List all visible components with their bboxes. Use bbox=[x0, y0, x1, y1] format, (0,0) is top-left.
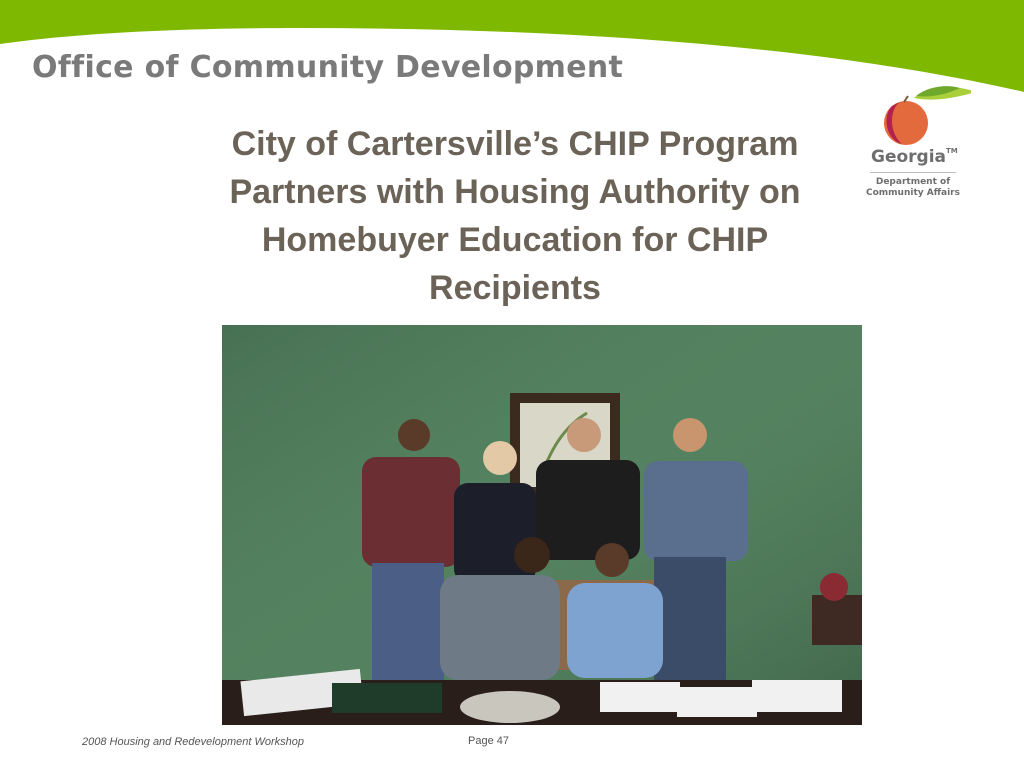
slide-title-line-4: Recipients bbox=[429, 269, 601, 307]
group-photo bbox=[222, 325, 862, 725]
footer-page-number: Page 47 bbox=[468, 735, 509, 747]
logo-wordmark: Georgia™ bbox=[871, 147, 958, 167]
slide-title-line-2: Partners with Housing Authority on bbox=[229, 173, 801, 211]
logo-department: Department of Community Affairs bbox=[866, 177, 960, 198]
slide-title-line-1: City of Cartersville’s CHIP Program bbox=[231, 125, 799, 163]
slide-title-line-3: Homebuyer Education for CHIP bbox=[261, 221, 769, 259]
header-title: Office of Community Development bbox=[32, 50, 624, 85]
logo-divider bbox=[870, 172, 956, 173]
slide-title bbox=[170, 120, 860, 312]
footer-workshop: 2008 Housing and Redevelopment Workshop bbox=[82, 736, 304, 748]
